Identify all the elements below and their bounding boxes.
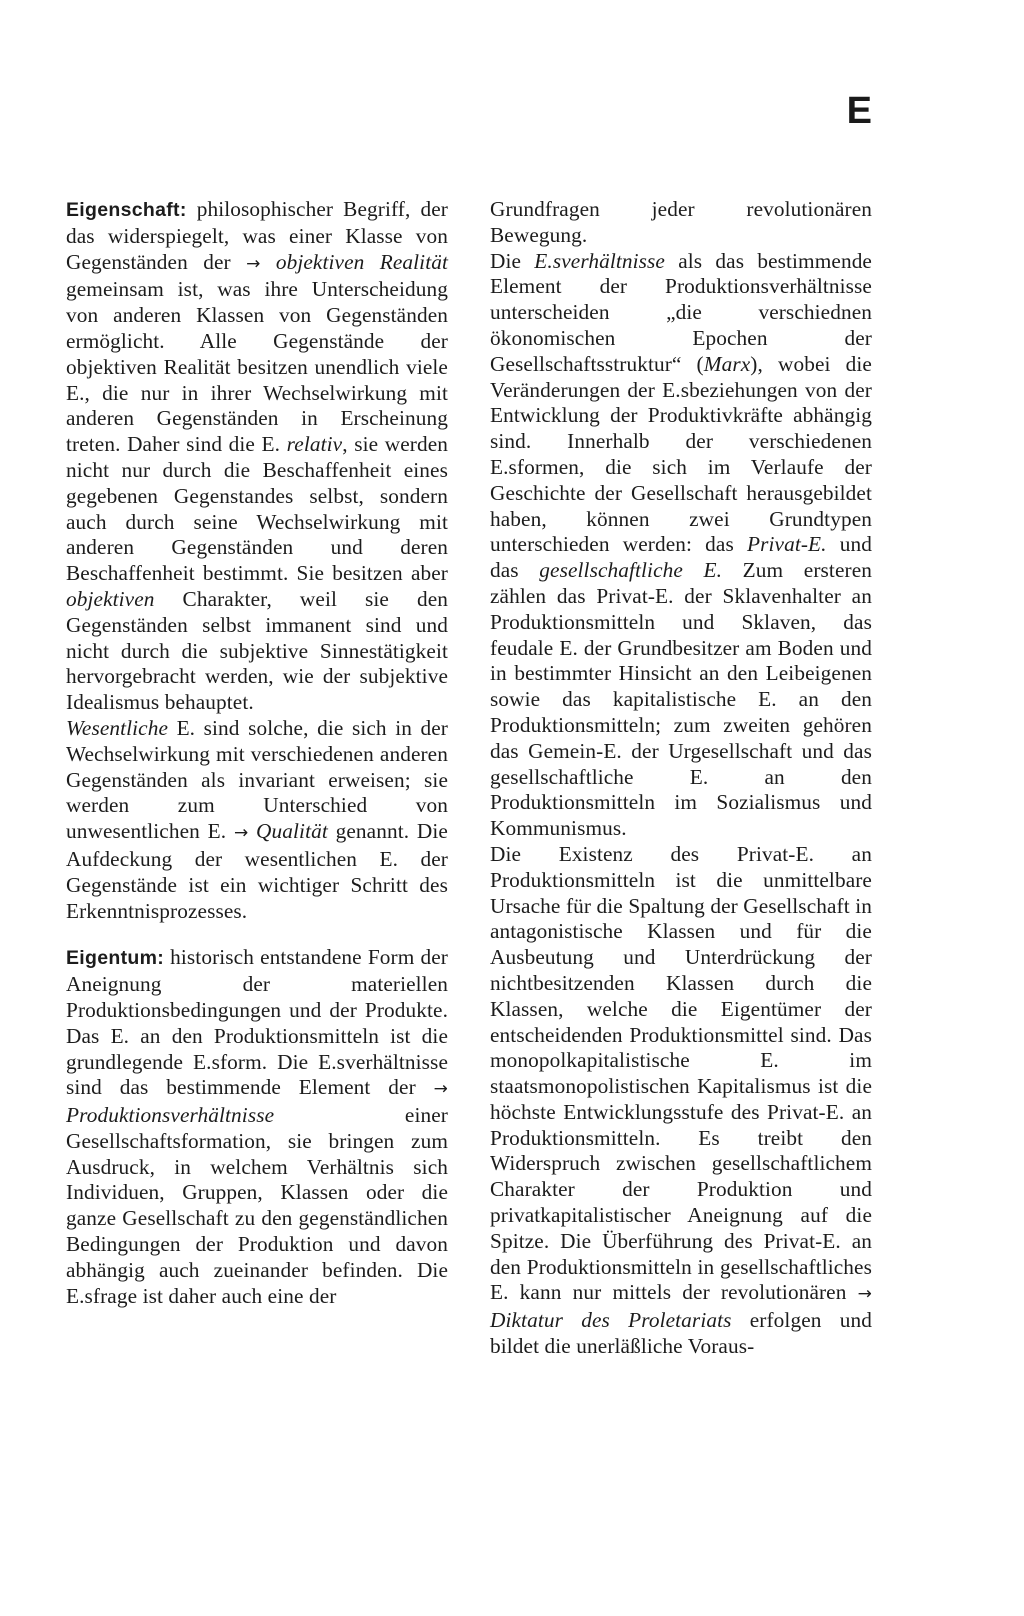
arrow-icon: → (233, 823, 249, 844)
arrow-icon: → (246, 253, 261, 274)
entry-divider (66, 924, 448, 945)
entry-term: Eigentum: (66, 947, 165, 970)
entry-eigenschaft-p2: Wesentliche E. sind solche, die sich in der Wechselwirkung mit verschiedenen anderen Gegenständen als invariant erweisen; sie werden zum Unterschied von unwesentlichen E. → Qualität genannt. Die Aufdeckung der wesentlichen E. der Gegenstände ist ein wichtiger Schritt des Erkenntnisprozesses. (66, 715, 448, 923)
column-right (490, 197, 872, 1360)
arrow-icon: → (433, 1079, 448, 1100)
column-left (66, 197, 448, 1309)
entry-eigentum-p3: Die Existenz des Privat-E. an Produktionsmitteln ist die unmittelbare Ursache für die Spaltung der Gesellschaft in antagonistische Klassen und für die Ausbeutung und Unterdrückung der nichtbesitzenden Klassen durch die Klassen, welche die Eigentümer der entscheidenden Produktionsmittel sind. Das monopolkapitalistische E. im staatsmonopolistischen Kapitalismus ist die höchste Entwicklungsstufe des Privat-E. an Produktionsmitteln. Es treibt den Widerspruch zwischen gesellschaftlichem Charakter der Produktion und privatkapitalistischer Aneignung auf die Spitze. Die Überführung des Privat-E. an den Produktionsmitteln in gesellschaftliches E. kann nur mittels der revolutionären → Diktatur des Proletariats erfolgen und bildet die unerläßliche Voraus- (490, 841, 872, 1359)
section-letter-heading: E (846, 90, 872, 132)
entry-term: Eigenschaft: (66, 199, 187, 221)
entry-eigentum-p2: Die E.sverhältnisse als das bestimmende Element der Produktionsverhältnisse unterscheiden „die verschiednen ökonomischen Epochen der Gesellschaftsstruktur“ (Marx), wobei die Veränderungen der E.sbeziehungen von der Entwicklung der Produktivkräfte abhängig sind. Innerhalb der verschiedenen E.sformen, die sich im Verlaufe der Geschichte der Gesellschaft herausgebildet haben, können zwei Grundtypen unterschieden werden: das Privat-E. und das gesellschaftliche E. Zum ersteren zählen das Privat-E. der Sklavenhalter an Produktionsmitteln und Sklaven, das feudale E. der Grundbesitzer am Boden und in bestimmter Hinsicht an den Leibeigenen sowie das kapitalistische E. an den Produktionsmitteln; zum zweiten gehören das Gemein-E. der Urgesellschaft und das gesellschaftliche E. an den Produktionsmitteln im Sozialismus und Kommunismus. (490, 248, 872, 841)
entry-eigenschaft-p1: Eigenschaft: philosophischer Begriff, der das widerspiegelt, was einer Klasse von Gegenständen der → objektiven Realität gemeinsam ist, was ihre Unterscheidung von anderen Klassen von Gegenständen ermöglicht. Alle Gegenstände der objektiven Realität besitzen unendlich viele E., die nur in ihrer Wechselwirkung mit anderen Gegenständen in Erscheinung treten. Daher sind die E. relativ, sie werden nicht nur durch die Beschaffenheit eines gegebenen Gegenstandes selbst, sondern auch durch seine Wechselwirkung mit anderen Gegenständen und deren Beschaffenheit bestimmt. Sie besitzen aber objektiven Charakter, weil sie den Gegenständen selbst immanent sind und nicht durch die subjektive Sinnestätigkeit hervorgebracht werden, wie der subjektive Idealismus behauptet. (66, 197, 448, 715)
entry-eigentum-p1: Eigentum: historisch entstandene Form der Aneignung der materiellen Produktionsbedingungen und der Produkte. Das E. an den Produktionsmitteln ist die grundlegende E.sform. Die E.sverhältnisse sind das bestimmende Element der → Produktionsverhältnisse einer Gesellschaftsformation, sie bringen zum Ausdruck, in welchem Verhältnis sich Individuen, Gruppen, Klassen oder die ganze Gesellschaft zu den gegenständlichen Bedingungen der Produktion und davon abhängig auch zueinander befinden. Die E.sfrage ist daher auch eine der (66, 945, 448, 1308)
arrow-icon: → (857, 1284, 872, 1305)
entry-eigentum-p1-continued: Grundfragen jeder revolutionären Bewegung. (490, 197, 872, 247)
